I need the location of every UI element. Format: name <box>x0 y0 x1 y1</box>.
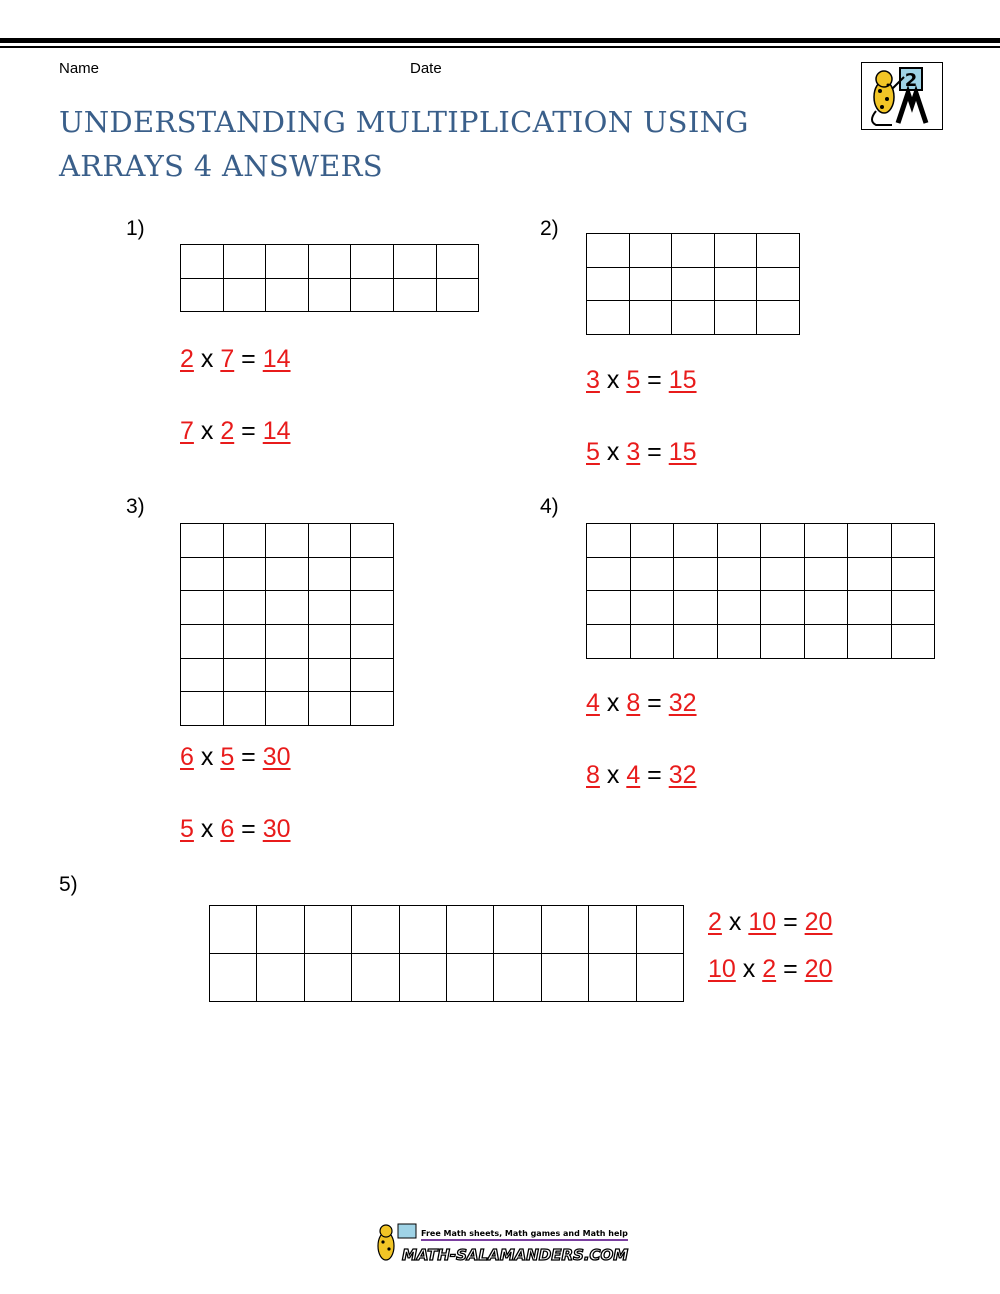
array-cell <box>714 267 757 301</box>
problem-2-equation-2 <box>586 438 697 467</box>
footer-tagline: Free Math sheets, Math games and Math help <box>421 1229 628 1238</box>
times-sign: x <box>606 689 620 717</box>
array-cell <box>223 658 266 692</box>
problem-2-array <box>586 233 800 335</box>
times-sign: x <box>728 908 742 936</box>
array-cell <box>804 524 848 558</box>
array-cell <box>717 557 761 591</box>
array-cell <box>308 245 351 279</box>
array-cell <box>674 524 718 558</box>
array-cell <box>804 591 848 625</box>
product: 14 <box>262 417 291 445</box>
problem-2-number: 2) <box>540 217 559 240</box>
factor-b: 2 <box>762 955 777 983</box>
array-cell <box>714 301 757 335</box>
array-cell <box>757 234 800 268</box>
array-cell <box>674 591 718 625</box>
product: 20 <box>804 908 833 936</box>
problem-1-number: 1) <box>126 217 145 240</box>
factor-b: 7 <box>220 345 235 373</box>
factor-b: 5 <box>626 366 641 394</box>
array-cell <box>587 524 631 558</box>
array-cell <box>717 625 761 659</box>
page-title: UNDERSTANDING MULTIPLICATION USING ARRAYS 4 ANSWERS <box>59 105 749 183</box>
header-rule-thin <box>0 46 1000 48</box>
array-row <box>210 954 684 1002</box>
footer-site-name: MATH-SALAMANDERS.COM <box>402 1246 629 1264</box>
equals-sign: = <box>241 417 256 445</box>
times-sign: x <box>742 955 756 983</box>
factor-a: 5 <box>586 438 600 466</box>
array-cell <box>589 954 636 1002</box>
array-cell <box>636 954 683 1002</box>
array-cell <box>210 906 257 954</box>
array-cell <box>891 591 935 625</box>
array-cell <box>304 954 351 1002</box>
array-row <box>210 906 684 954</box>
array-cell <box>436 245 479 279</box>
array-row <box>181 524 394 558</box>
array-row <box>181 245 479 279</box>
problem-4-number: 4) <box>540 495 559 518</box>
product: 32 <box>668 689 697 717</box>
array-cell <box>629 267 672 301</box>
array-cell <box>266 591 309 625</box>
array-cell <box>630 591 674 625</box>
array-cell <box>587 234 630 268</box>
factor-a: 3 <box>586 366 600 394</box>
array-cell <box>541 954 588 1002</box>
array-cell <box>446 906 493 954</box>
factor-a: 2 <box>180 345 194 373</box>
array-cell <box>399 906 446 954</box>
array-cell <box>761 524 805 558</box>
array-cell <box>629 301 672 335</box>
array-row <box>587 557 935 591</box>
problem-3-equation-1 <box>180 743 291 772</box>
grade-number: 2 <box>904 70 918 91</box>
array-cell <box>761 625 805 659</box>
product: 15 <box>668 438 697 466</box>
factor-a: 5 <box>180 815 194 843</box>
array-cell <box>351 245 394 279</box>
array-cell <box>223 591 266 625</box>
array-row <box>181 692 394 726</box>
problem-5-array <box>209 905 684 1002</box>
array-cell <box>674 625 718 659</box>
product: 15 <box>668 366 697 394</box>
array-cell <box>181 245 224 279</box>
factor-b: 3 <box>626 438 641 466</box>
array-row <box>587 301 800 335</box>
equals-sign: = <box>241 345 256 373</box>
array-cell <box>308 591 351 625</box>
array-cell <box>672 234 715 268</box>
array-cell <box>630 524 674 558</box>
times-sign: x <box>200 743 214 771</box>
array-cell <box>436 278 479 312</box>
date-label: Date <box>410 60 442 77</box>
equals-sign: = <box>241 743 256 771</box>
array-cell <box>181 692 224 726</box>
array-cell <box>223 524 266 558</box>
array-row <box>587 234 800 268</box>
array-cell <box>630 625 674 659</box>
array-row <box>181 557 394 591</box>
array-cell <box>630 557 674 591</box>
equals-sign: = <box>647 689 662 717</box>
array-row <box>181 591 394 625</box>
array-cell <box>351 524 394 558</box>
header-rule-thick <box>0 38 1000 43</box>
array-cell <box>181 524 224 558</box>
array-cell <box>266 625 309 659</box>
product: 14 <box>262 345 291 373</box>
array-cell <box>351 658 394 692</box>
array-cell <box>181 625 224 659</box>
times-sign: x <box>200 417 214 445</box>
array-cell <box>266 524 309 558</box>
array-cell <box>308 658 351 692</box>
array-cell <box>266 245 309 279</box>
array-cell <box>266 692 309 726</box>
array-cell <box>848 591 892 625</box>
array-cell <box>223 278 266 312</box>
array-cell <box>351 591 394 625</box>
array-cell <box>393 245 436 279</box>
problem-3-number: 3) <box>126 495 145 518</box>
array-cell <box>891 557 935 591</box>
factor-a: 7 <box>180 417 194 445</box>
problem-5-equation-2 <box>708 955 832 984</box>
problem-1-array <box>180 244 479 312</box>
array-cell <box>848 625 892 659</box>
equals-sign: = <box>783 955 798 983</box>
array-cell <box>257 906 304 954</box>
array-cell <box>266 278 309 312</box>
array-cell <box>257 954 304 1002</box>
problem-2-equation-1 <box>586 366 697 395</box>
array-cell <box>210 954 257 1002</box>
array-cell <box>308 625 351 659</box>
array-cell <box>636 906 683 954</box>
array-cell <box>672 301 715 335</box>
array-cell <box>223 625 266 659</box>
factor-a: 10 <box>708 955 736 983</box>
factor-b: 8 <box>626 689 641 717</box>
equals-sign: = <box>241 815 256 843</box>
array-row <box>181 278 479 312</box>
array-cell <box>587 557 631 591</box>
array-cell <box>804 625 848 659</box>
array-row <box>587 267 800 301</box>
factor-a: 6 <box>180 743 194 771</box>
array-cell <box>848 557 892 591</box>
array-cell <box>717 524 761 558</box>
times-sign: x <box>606 761 620 789</box>
array-cell <box>181 278 224 312</box>
name-label: Name <box>59 60 100 77</box>
array-cell <box>587 625 631 659</box>
equals-sign: = <box>647 438 662 466</box>
problem-5-equation-1 <box>708 908 832 937</box>
problem-4-equation-1 <box>586 689 697 718</box>
factor-b: 4 <box>626 761 641 789</box>
array-cell <box>587 267 630 301</box>
array-cell <box>223 557 266 591</box>
factor-a: 2 <box>708 908 722 936</box>
equals-sign: = <box>647 761 662 789</box>
grade-badge-logo <box>861 62 943 130</box>
array-cell <box>757 267 800 301</box>
product: 30 <box>262 743 291 771</box>
array-cell <box>891 625 935 659</box>
array-cell <box>223 245 266 279</box>
array-cell <box>351 692 394 726</box>
array-cell <box>399 954 446 1002</box>
array-cell <box>308 692 351 726</box>
array-cell <box>541 906 588 954</box>
array-cell <box>351 557 394 591</box>
array-cell <box>393 278 436 312</box>
array-cell <box>351 625 394 659</box>
array-row <box>587 591 935 625</box>
array-cell <box>308 557 351 591</box>
footer-site-logo[interactable] <box>372 1222 634 1266</box>
problem-3-equation-2 <box>180 815 291 844</box>
array-cell <box>181 557 224 591</box>
array-cell <box>494 906 541 954</box>
array-cell <box>352 954 399 1002</box>
problem-1-equation-1 <box>180 345 291 374</box>
product: 32 <box>668 761 697 789</box>
array-row <box>181 625 394 659</box>
equals-sign: = <box>647 366 662 394</box>
array-cell <box>181 591 224 625</box>
problem-4-array <box>586 523 935 659</box>
array-cell <box>629 234 672 268</box>
problem-1-equation-2 <box>180 417 291 446</box>
array-cell <box>352 906 399 954</box>
times-sign: x <box>606 438 620 466</box>
array-cell <box>181 658 224 692</box>
product: 30 <box>262 815 291 843</box>
array-cell <box>304 906 351 954</box>
array-cell <box>891 524 935 558</box>
factor-b: 10 <box>748 908 777 936</box>
array-cell <box>589 906 636 954</box>
array-cell <box>266 557 309 591</box>
array-cell <box>672 267 715 301</box>
array-cell <box>757 301 800 335</box>
array-row <box>587 524 935 558</box>
equals-sign: = <box>783 908 798 936</box>
factor-b: 5 <box>220 743 235 771</box>
array-cell <box>308 278 351 312</box>
array-cell <box>266 658 309 692</box>
factor-a: 4 <box>586 689 600 717</box>
array-cell <box>494 954 541 1002</box>
array-cell <box>804 557 848 591</box>
array-cell <box>587 591 631 625</box>
array-cell <box>587 301 630 335</box>
array-cell <box>308 524 351 558</box>
array-cell <box>351 278 394 312</box>
array-row <box>587 625 935 659</box>
times-sign: x <box>606 366 620 394</box>
array-cell <box>714 234 757 268</box>
array-cell <box>717 591 761 625</box>
array-cell <box>674 557 718 591</box>
times-sign: x <box>200 815 214 843</box>
factor-b: 6 <box>220 815 235 843</box>
problem-3-array <box>180 523 394 726</box>
factor-a: 8 <box>586 761 600 789</box>
array-row <box>181 658 394 692</box>
problem-5-number: 5) <box>59 873 78 896</box>
array-cell <box>761 591 805 625</box>
array-cell <box>446 954 493 1002</box>
array-cell <box>223 692 266 726</box>
times-sign: x <box>200 345 214 373</box>
array-cell <box>761 557 805 591</box>
problem-4-equation-2 <box>586 761 697 790</box>
product: 20 <box>804 955 833 983</box>
factor-b: 2 <box>220 417 235 445</box>
array-cell <box>848 524 892 558</box>
